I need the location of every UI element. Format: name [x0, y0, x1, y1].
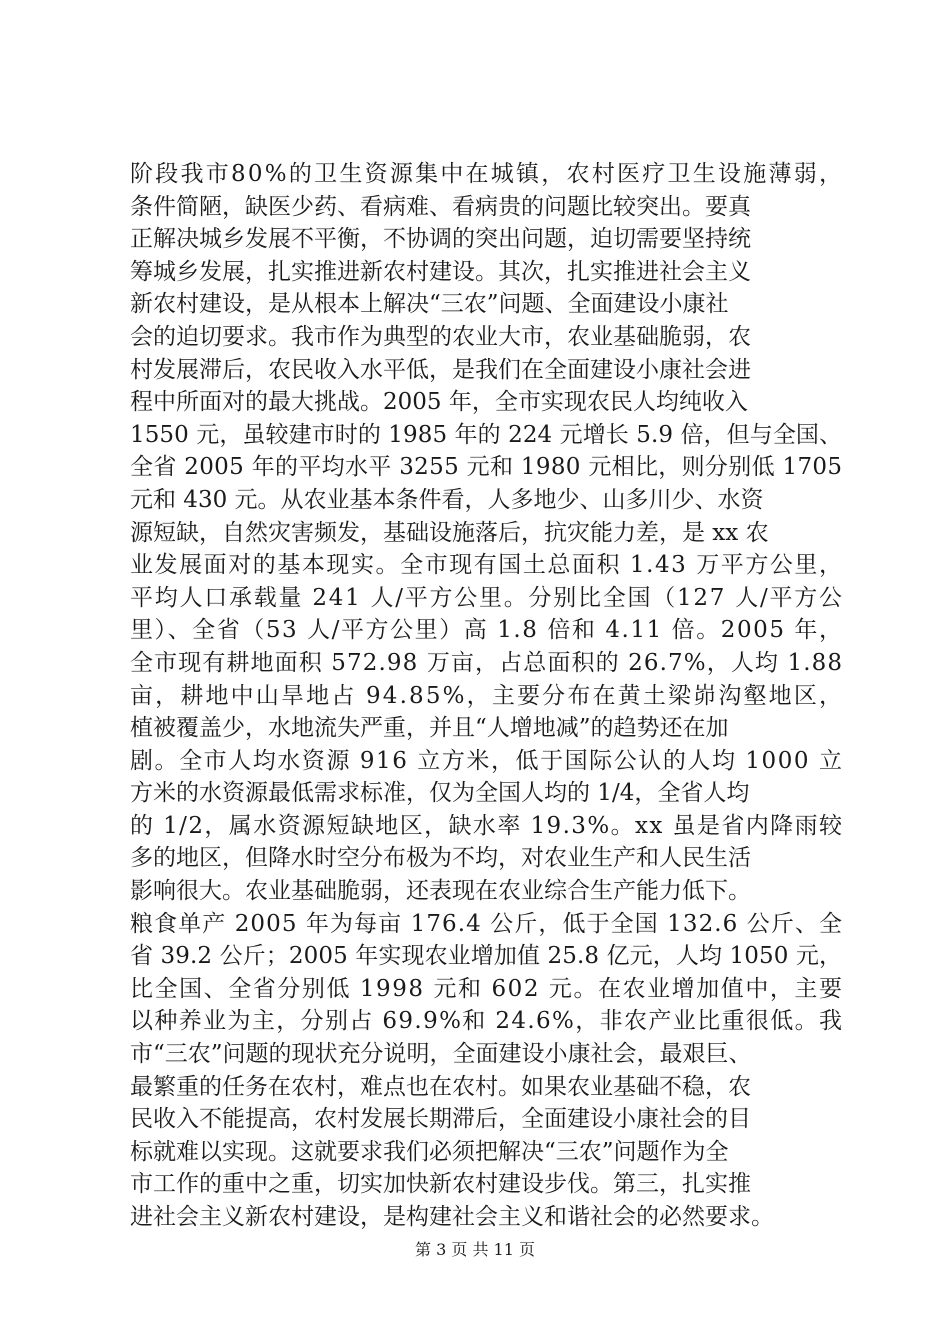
- text-line: 阶段我市80%的卫生资源集中在城镇，农村医疗卫生设施薄弱，: [130, 161, 845, 187]
- text-line: 最繁重的任务在农村，难点也在农村。如果农业基础不稳，农: [130, 1073, 751, 1100]
- text-line: 里）、全省（53 人/平方公里）高 1.8 倍和 4.11 倍。2005 年，: [130, 617, 844, 644]
- text-line: 的 1/2，属水资源短缺地区，缺水率 19.3%。xx 虽是省内降雨较: [130, 812, 844, 839]
- text-line: 新农村建设，是从根本上解决“三农”问题、全面建设小康社: [130, 291, 729, 318]
- text-line: 平均人口承载量 241 人/平方公里。分别比全国（127 人/平方公: [130, 584, 844, 611]
- text-line: 业发展面对的基本现实。全市现有国土总面积 1.43 万平方公里，: [130, 552, 844, 579]
- text-line: 进社会主义新农村建设，是构建社会主义和谐社会的必然要求。: [130, 1204, 774, 1230]
- text-line: 正解决城乡发展不平衡，不协调的突出问题，迫切需要坚持统: [130, 226, 751, 253]
- text-line: 植被覆盖少，水地流失严重，并且“人增地减”的趋势还在加: [130, 715, 729, 742]
- text-line: 标就难以实现。这就要求我们必须把解决“三农”问题作为全: [130, 1138, 729, 1165]
- text-line: 程中所面对的最大挑战。2005 年，全市实现农民人均纯收入: [130, 389, 748, 416]
- text-line: 筹城乡发展，扎实推进新农村建设。其次，扎实推进社会主义: [130, 258, 751, 285]
- text-line: 亩，耕地中山旱地占 94.85%，主要分布在黄土梁峁沟壑地区，: [130, 682, 845, 709]
- text-line: 市“三农”问题的现状充分说明，全面建设小康社会，最艰巨、: [130, 1041, 752, 1068]
- text-line: 全省 2005 年的平均水平 3255 元和 1980 元相比，则分别低 1705: [130, 454, 843, 481]
- text-line: 以种养业为主，分别占 69.9%和 24.6%，非农产业比重很低。我: [130, 1008, 844, 1035]
- text-line: 村发展滞后，农民收入水平低，是我们在全面建设小康社会进: [130, 356, 751, 383]
- text-line: 方米的水资源最低需求标准，仅为全国人均的 1/4，全省人均: [130, 780, 750, 807]
- text-line: 比全国、全省分别低 1998 元和 602 元。在农业增加值中，主要: [130, 975, 844, 1002]
- text-line: 会的迫切要求。我市作为典型的农业大市，农业基础脆弱，农: [130, 323, 751, 350]
- text-line: 源短缺，自然灾害频发，基础设施落后，抗灾能力差，是 xx 农: [130, 519, 769, 546]
- text-line: 市工作的重中之重，切实加快新农村建设步伐。第三，扎实推: [130, 1171, 751, 1198]
- text-line: 剧。全市人均水资源 916 立方米，低于国际公认的人均 1000 立: [130, 747, 844, 774]
- page-footer: 第 3 页 共 11 页: [415, 1240, 535, 1259]
- text-line: 省 39.2 公斤；2005 年实现农业增加值 25.8 亿元，人均 1050 元，: [130, 943, 843, 970]
- body-text: [130, 158, 845, 1234]
- text-line: 1550 元，虽较建市时的 1985 年的 224 元增长 5.9 倍，但与全国、: [130, 421, 843, 448]
- text-line: 多的地区，但降水时空分布极为不均，对农业生产和人民生活: [130, 845, 751, 872]
- text-line: 粮食单产 2005 年为每亩 176.4 公斤，低于全国 132.6 公斤、全: [130, 910, 844, 937]
- text-line: 全市现有耕地面积 572.98 万亩，占总面积的 26.7%，人均 1.88: [130, 649, 844, 676]
- text-line: 民收入不能提高，农村发展长期滞后，全面建设小康社会的目: [130, 1106, 751, 1133]
- text-line: 影响很大。农业基础脆弱，还表现在农业综合生产能力低下。: [130, 878, 751, 905]
- text-line: 元和 430 元。从农业基本条件看，人多地少、山多川少、水资: [130, 486, 764, 513]
- text-line: 条件简陋，缺医少药、看病难、看病贵的问题比较突出。要真: [130, 193, 751, 220]
